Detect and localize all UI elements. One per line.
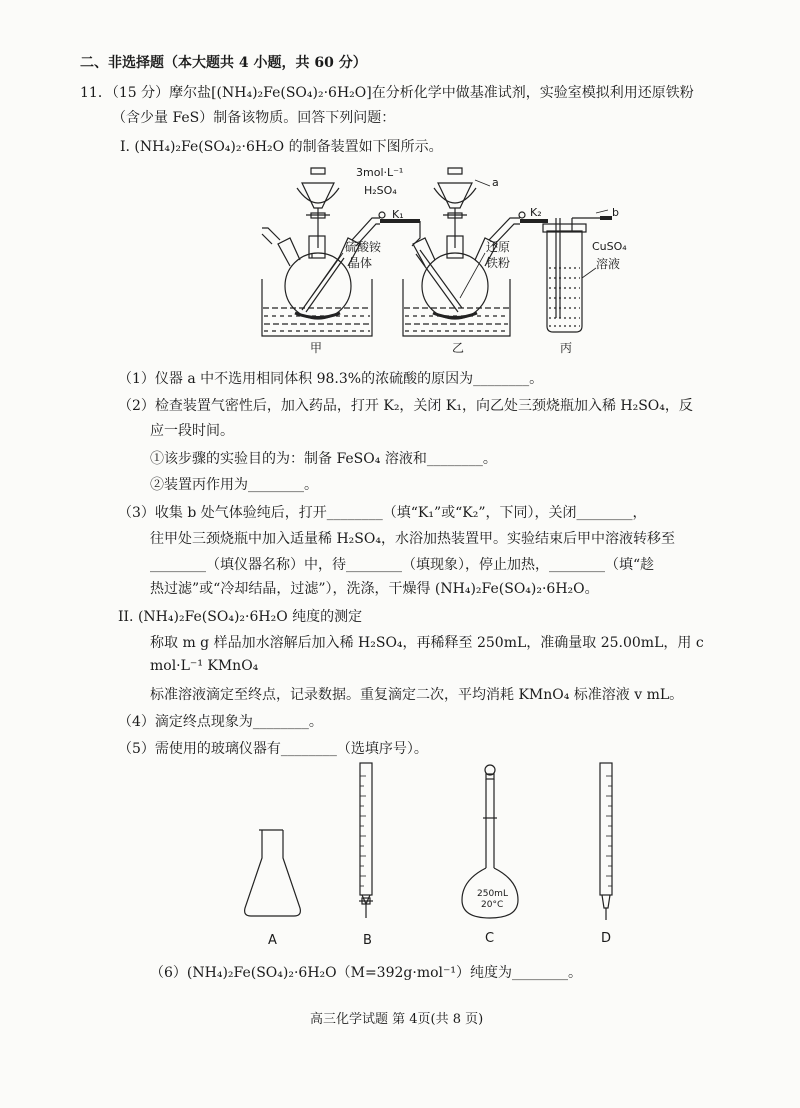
label-instrument-a: a xyxy=(492,176,499,189)
glassware-label-b: B xyxy=(363,933,372,948)
bath-yi xyxy=(403,279,510,336)
question-4: （4）滴定终点现象为________。 xyxy=(118,714,323,730)
part-2-title: II. (NH₄)₂Fe(SO₄)₂·6H₂O 纯度的测定 xyxy=(118,609,363,625)
question-1: （1）仪器 a 中不选用相同体积 98.3%的浓硫酸的原因为________。 xyxy=(118,371,544,387)
part-2-line-2: mol·L⁻¹ KMnO₄ xyxy=(150,658,259,674)
flask-temp-label: 20°C xyxy=(481,900,504,910)
glassware-label-c: C xyxy=(485,931,495,946)
label-iron-powder: 铁粉 xyxy=(486,256,511,270)
label-k1: K₁ xyxy=(392,208,404,221)
part-1-title: I. (NH₄)₂Fe(SO₄)₂·6H₂O 的制备装置如下图所示。 xyxy=(120,139,443,155)
conical-flask-icon xyxy=(245,830,301,916)
bottle-bing xyxy=(543,218,612,332)
question-2-line-1: （2）检查装置气密性后，加入药品，打开 K₂，关闭 K₁，向乙处三颈烧瓶加入稀 H₂SO₄，反 xyxy=(118,398,693,414)
base-burette-icon xyxy=(600,763,612,920)
label-reduced: 还原 xyxy=(486,240,511,254)
flask-yi xyxy=(413,236,497,319)
glassware-label-a: A xyxy=(268,933,277,948)
question-3-line-3: ________（填仪器名称）中，待________（填现象），停止加热，________（填“趁 xyxy=(150,557,655,573)
question-2-sub-2: ②装置丙作用为________。 xyxy=(150,477,318,493)
question-3-line-2: 往甲处三颈烧瓶中加入适量稀 H₂SO₄，水浴加热装置甲。实验结束后甲中溶液转移至 xyxy=(150,531,675,547)
question-3-line-4: 热过滤”或“冷却结晶，过滤”），洗涤，干燥得 (NH₄)₂Fe(SO₄)₂·6H₂O。 xyxy=(150,581,599,597)
label-crystal: 晶体 xyxy=(348,256,373,270)
label-acid-concentration: 3mol·L⁻¹ xyxy=(356,166,404,179)
funnel-jia xyxy=(297,168,339,248)
section-title: 二、非选择题（本大题共 4 小题，共 60 分） xyxy=(80,55,367,71)
label-bing: 丙 xyxy=(560,341,573,355)
question-2-sub-1: ①该步骤的实验目的为：制备 FeSO₄ 溶液和________。 xyxy=(150,451,497,467)
question-6: （6）(NH₄)₂Fe(SO₄)₂·6H₂O（M=392g·mol⁻¹）纯度为________。 xyxy=(150,965,583,981)
part-2-line-1: 称取 m g 样品加水溶解后加入稀 H₂SO₄，再稀释至 250mL，准确量取 25.00mL，用 c xyxy=(150,635,704,651)
acid-burette-icon xyxy=(359,763,373,918)
label-k2: K₂ xyxy=(530,206,542,219)
question-3-line-1: （3）收集 b 处气体验纯后，打开________（填“K₁”或“K₂”，下同），关闭________， xyxy=(118,505,647,521)
label-ammonium-sulfate: 硫酸铵 xyxy=(345,240,382,254)
label-yi: 乙 xyxy=(452,341,465,355)
glassware-diagram xyxy=(0,758,800,958)
apparatus-diagram xyxy=(0,158,800,358)
glassware-label-d: D xyxy=(601,931,612,946)
tube-yi xyxy=(412,212,548,246)
question-11-line-2: （含少量 FeS）制备该物质。回答下列问题： xyxy=(112,110,396,126)
label-jia: 甲 xyxy=(310,341,323,355)
part-2-line-3: 标准溶液滴定至终点，记录数据。重复滴定二次，平均消耗 KMnO₄ 标准溶液 v mL。 xyxy=(150,687,684,703)
question-5: （5）需使用的玻璃仪器有________（选填序号）。 xyxy=(118,741,428,757)
page-footer: 高三化学试题 第 4页(共 8 页) xyxy=(310,1012,484,1027)
question-11-line-1: 11．（15 分）摩尔盐[(NH₄)₂Fe(SO₄)₂·6H₂O]在分析化学中做基准试剂，实验室模拟利用还原铁粉 xyxy=(80,85,694,101)
flask-volume-label: 250mL xyxy=(477,889,508,899)
label-cuso4: CuSO₄ xyxy=(592,240,627,253)
label-solution: 溶液 xyxy=(596,257,621,271)
question-2-line-2: 应一段时间。 xyxy=(150,423,234,439)
label-acid-formula: H₂SO₄ xyxy=(364,184,397,197)
bath-jia xyxy=(262,279,372,336)
funnel-yi xyxy=(434,168,476,248)
label-b: b xyxy=(612,206,619,219)
